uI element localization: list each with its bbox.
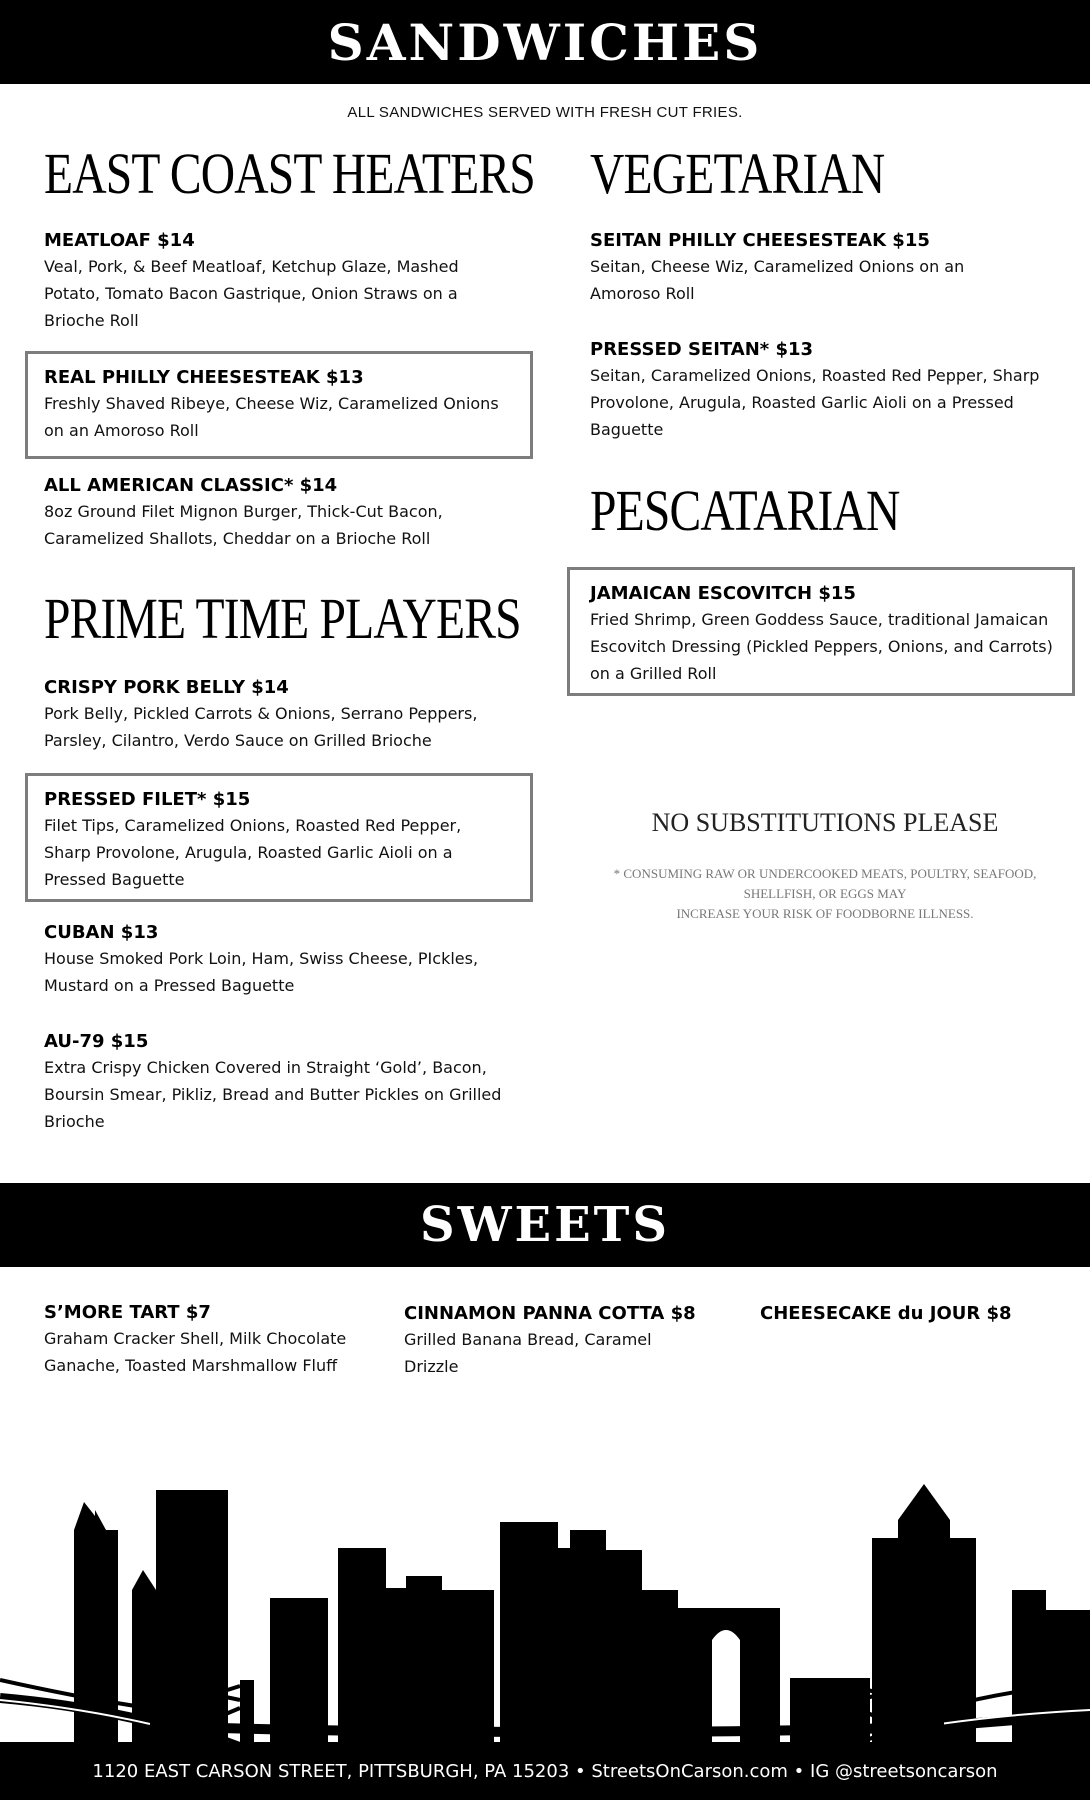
item-name: JAMAICAN ESCOVITCH $15 [590, 583, 856, 604]
item-name: S’MORE TART $7 [44, 1302, 211, 1323]
sweet-item-panna-cotta [404, 1302, 734, 1380]
item-description: Extra Crispy Chicken Covered in Straight ‘Gold’, Bacon, Boursin Smear, Pikliz, Bread and Butter Pickles on Grilled Brioche [44, 1058, 502, 1131]
section-title-vegetarian: VEGETARIAN [590, 141, 885, 206]
item-name: MEATLOAF $14 [44, 230, 195, 251]
item-name: CHEESECAKE du JOUR $8 [760, 1303, 1012, 1324]
menu-item-crispy-pork-belly [44, 676, 524, 754]
menu-item-cuban [44, 921, 524, 999]
item-description: Veal, Pork, & Beef Meatloaf, Ketchup Glaze, Mashed Potato, Tomato Bacon Gastrique, Onion Straws on a Brioche Roll [44, 257, 459, 330]
item-description: 8oz Ground Filet Mignon Burger, Thick-Cut Bacon, Caramelized Shallots, Cheddar on a Brioche Roll [44, 502, 443, 548]
menu-item-seitan-philly [590, 229, 1070, 307]
no-substitutions-note: NO SUBSTITUTIONS PLEASE [651, 808, 999, 837]
item-name: PRESSED SEITAN* $13 [590, 339, 814, 360]
menu-item-meatloaf [44, 229, 524, 334]
item-description: Graham Cracker Shell, Milk Chocolate Ganache, Toasted Marshmallow Fluff [44, 1329, 347, 1375]
menu-item-jamaican-escovitch [567, 567, 1075, 696]
item-description: Grilled Banana Bread, Caramel Drizzle [404, 1330, 652, 1376]
menu-item-all-american [44, 474, 524, 552]
menu-item-real-philly [25, 351, 533, 459]
section-title-prime-time: PRIME TIME PLAYERS [44, 586, 521, 651]
sweet-item-cheesecake [760, 1302, 1090, 1326]
item-description: Filet Tips, Caramelized Onions, Roasted Red Pepper, Sharp Provolone, Arugula, Roasted Garlic Aioli on a Pressed Baguette [44, 816, 462, 889]
menu-subtitle: ALL SANDWICHES SERVED WITH FRESH CUT FRIES. [347, 104, 743, 121]
item-description: Seitan, Cheese Wiz, Caramelized Onions on an Amoroso Roll [590, 257, 965, 303]
item-name: REAL PHILLY CHEESESTEAK $13 [44, 367, 364, 388]
item-name: CUBAN $13 [44, 922, 159, 943]
item-description: Fried Shrimp, Green Goddess Sauce, traditional Jamaican Escovitch Dressing (Pickled Peppers, Onions, and Carrots) on a Grilled Roll [590, 610, 1053, 683]
sweets-banner [0, 1183, 1090, 1267]
sandwiches-banner [0, 0, 1090, 84]
menu-item-pressed-seitan [590, 338, 1080, 443]
city-skyline-bridge-icon [0, 1470, 1090, 1760]
foodborne-warning: * CONSUMING RAW OR UNDERCOOKED MEATS, POULTRY, SEAFOOD, SHELLFISH, OR EGGS MAY INCREASE YOUR RISK OF FOODBORNE ILLNESS. [613, 866, 1037, 921]
item-description: Seitan, Caramelized Onions, Roasted Red Pepper, Sharp Provolone, Arugula, Roasted Garlic Aioli on a Pressed Baguette [590, 366, 1040, 439]
footer-address-bar [0, 1742, 1090, 1800]
item-description: House Smoked Pork Loin, Ham, Swiss Cheese, PIckles, Mustard on a Pressed Baguette [44, 949, 479, 995]
menu-title: SANDWICHES [327, 12, 763, 72]
item-name: SEITAN PHILLY CHEESESTEAK $15 [590, 230, 930, 251]
footer-text: 1120 EAST CARSON STREET, PITTSBURGH, PA 15203 • StreetsOnCarson.com • IG @streetsoncarson [92, 1760, 998, 1782]
item-name: PRESSED FILET* $15 [44, 789, 251, 810]
menu-item-pressed-filet [25, 773, 533, 902]
item-name: CRISPY PORK BELLY $14 [44, 677, 289, 698]
section-title-east-coast: EAST COAST HEATERS [44, 141, 535, 206]
item-name: AU-79 $15 [44, 1031, 149, 1052]
sweet-item-smore-tart [44, 1301, 374, 1379]
sweets-title: SWEETS [419, 1197, 671, 1253]
item-name: ALL AMERICAN CLASSIC* $14 [44, 475, 338, 496]
item-description: Freshly Shaved Ribeye, Cheese Wiz, Caramelized Onions on an Amoroso Roll [44, 394, 499, 440]
section-title-pescatarian: PESCATARIAN [590, 478, 900, 543]
item-description: Pork Belly, Pickled Carrots & Onions, Serrano Peppers, Parsley, Cilantro, Verdo Sauce on Grilled Brioche [44, 704, 478, 750]
menu-item-au-79 [44, 1030, 544, 1135]
item-name: CINNAMON PANNA COTTA $8 [404, 1303, 696, 1324]
